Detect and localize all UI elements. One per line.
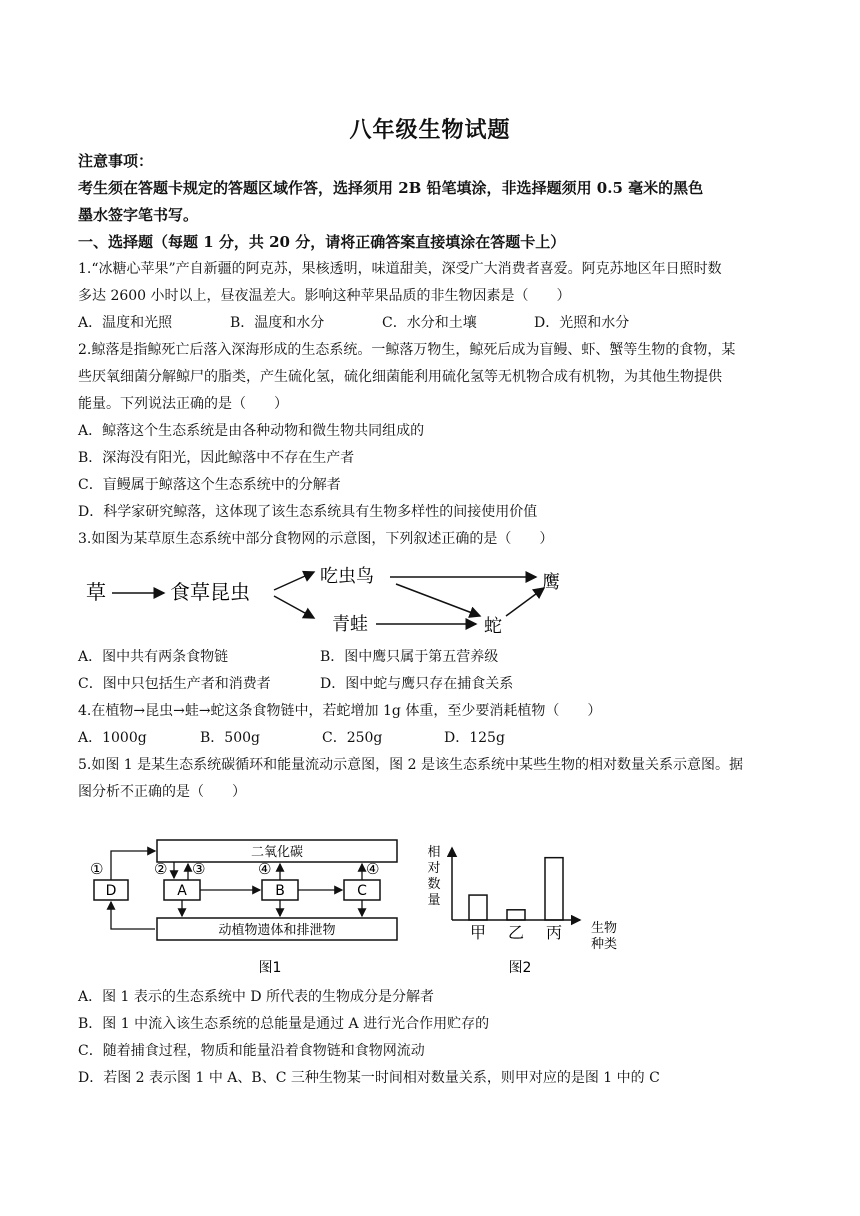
q1-option-d: D．光照和水分 [534, 315, 630, 331]
q3-option-b: B．图中鹰只属于第五营养级 [320, 649, 499, 665]
arrow-bird-snake [396, 584, 480, 616]
label-C: C [357, 883, 367, 899]
page-title: 八年级生物试题 [349, 117, 511, 143]
fig2-ylabel-3: 数 [427, 877, 441, 892]
fig2-category-label-3: 丙 [545, 923, 563, 942]
q2-stem-2: 些厌氧细菌分解鲸尸的脂类，产生硫化氢，硫化细菌能利用硫化氢等无机物合成有机物，为其他生物提供 [78, 369, 722, 385]
figure-1-carbon-cycle [82, 830, 412, 980]
q2-option-a: A．鲸落这个生态系统是由各种动物和微生物共同组成的 [78, 423, 425, 439]
fig2-category-label-1: 甲 [469, 923, 487, 942]
q4-stem: 4.在植物→昆虫→蛙→蛇这条食物链中，若蛇增加 1g 体重，至少要消耗植物（ ） [78, 703, 602, 719]
q5-stem-2: 图分析不正确的是（ ） [78, 784, 246, 800]
label-A: A [177, 883, 187, 899]
marker-4-c: ④ [366, 860, 380, 878]
fig2-ylabel-2: 对 [427, 861, 441, 876]
notice-heading: 注意事项： [78, 152, 154, 170]
arrow-waste-D [111, 902, 155, 929]
q1-stem-1: 1.“冰糖心苹果”产自新疆的阿克苏，果核透明，味道甜美，深受广大消费者喜爱。阿克苏地区年日照时数 [78, 261, 722, 277]
label-D: D [105, 883, 117, 899]
fig2-ylabel [427, 844, 440, 908]
q5-option-a: A．图 1 表示的生态系统中 D 所代表的生物成分是分解者 [78, 989, 435, 1005]
q3-options-row-1 [78, 644, 498, 671]
q3-stem: 3.如图为某草原生态系统中部分食物网的示意图，下列叙述正确的是（ ） [78, 531, 554, 547]
fig2-category-label-2: 乙 [507, 923, 525, 942]
marker-1: ① [90, 860, 104, 878]
q3-option-d: D．图中蛇与鹰只存在捕食关系 [320, 676, 514, 692]
fig2-ylabel-4: 量 [427, 893, 441, 908]
q5-stem-1: 5.如图 1 是某生态系统碳循环和能量流动示意图，图 2 是该生态系统中某些生物的相对数量关系示意图。据 [78, 757, 743, 773]
node-insect: 食草昆虫 [170, 580, 250, 604]
waste-label: 动植物遗体和排泄物 [218, 923, 336, 938]
node-frog: 青蛙 [332, 614, 368, 635]
notice-line-1: 考生须在答题卡规定的答题区域作答，选择须用 2B 铅笔填涂，非选择题须用 0.5 毫米的黑色 [78, 179, 704, 197]
q1-option-c: C．水分和土壤 [382, 315, 477, 331]
q2-option-c: C．盲鳗属于鲸落这个生态系统中的分解者 [78, 477, 341, 493]
q5-option-c: C．随着捕食过程，物质和能量沿着食物链和食物网流动 [78, 1043, 425, 1059]
co2-label: 二氧化碳 [250, 845, 304, 860]
q2-option-b: B．深海没有阳光，因此鲸落中不存在生产者 [78, 450, 355, 466]
q2-stem-3: 能量。下列说法正确的是（ ） [78, 396, 288, 412]
node-snake: 蛇 [484, 616, 502, 637]
arrow-snake-eagle [506, 588, 544, 616]
fig2-ylabel-1: 相 [427, 845, 441, 860]
arrow-insect-frog [274, 596, 314, 618]
q5-option-b: B．图 1 中流入该生态系统的总能量是通过 A 进行光合作用贮存的 [78, 1016, 490, 1032]
q3-options-row-2 [78, 671, 513, 698]
q4-option-d: D．125g [444, 730, 505, 746]
q1-option-a: A．温度和光照 [78, 315, 173, 331]
q4-option-a: A．1000g [78, 730, 147, 746]
section-heading: 一、选择题（每题 1 分，共 20 分，请将正确答案直接填涂在答题卡上） [78, 233, 566, 251]
fig2-xlabel-2: 种类 [590, 937, 618, 952]
q4-option-c: C．250g [322, 730, 383, 746]
fig2-bar-3 [545, 858, 563, 920]
figure-2-bar-chart [420, 838, 640, 978]
marker-4-b: ④ [258, 860, 272, 878]
q5-option-d: D．若图 2 表示图 1 中 A、B、C 三种生物某一时间相对数量关系，则甲对应的是图 1 中的 C [78, 1070, 660, 1086]
label-B: B [275, 883, 285, 899]
q3-option-c: C．图中只包括生产者和消费者 [78, 676, 271, 692]
arrow-insect-bird [274, 572, 314, 590]
node-grass: 草 [86, 580, 106, 604]
fig2-bar-1 [469, 895, 487, 920]
q3-option-a: A．图中共有两条食物链 [78, 649, 229, 665]
q1-option-b: B．温度和水分 [230, 315, 325, 331]
arrow-D-co2 [111, 851, 155, 880]
food-web-diagram [78, 560, 598, 640]
node-bird: 吃虫鸟 [320, 566, 374, 587]
marker-3: ③ [192, 860, 206, 878]
q1-stem-2: 多达 2600 小时以上，昼夜温差大。影响这种苹果品质的非生物因素是（ ） [78, 288, 571, 304]
figure-1-caption: 图1 [258, 960, 282, 976]
q1-options [78, 310, 629, 337]
fig2-bar-2 [507, 910, 525, 920]
q4-options [78, 725, 505, 752]
q2-option-d: D．科学家研究鲸落，这体现了该生态系统具有生物多样性的间接使用价值 [78, 504, 538, 520]
q2-stem-1: 2.鲸落是指鲸死亡后落入深海形成的生态系统。一鲸落万物生，鲸死后成为盲鳗、虾、蟹等生物的食物，某 [78, 342, 736, 358]
marker-2: ② [154, 860, 168, 878]
figure-2-caption: 图2 [508, 960, 532, 976]
fig2-bars [469, 858, 563, 942]
node-eagle: 鹰 [542, 572, 560, 593]
notice-line-2: 墨水签字笔书写。 [78, 206, 199, 224]
q4-option-b: B．500g [200, 730, 260, 746]
fig2-xlabel-1: 生物 [590, 921, 618, 936]
